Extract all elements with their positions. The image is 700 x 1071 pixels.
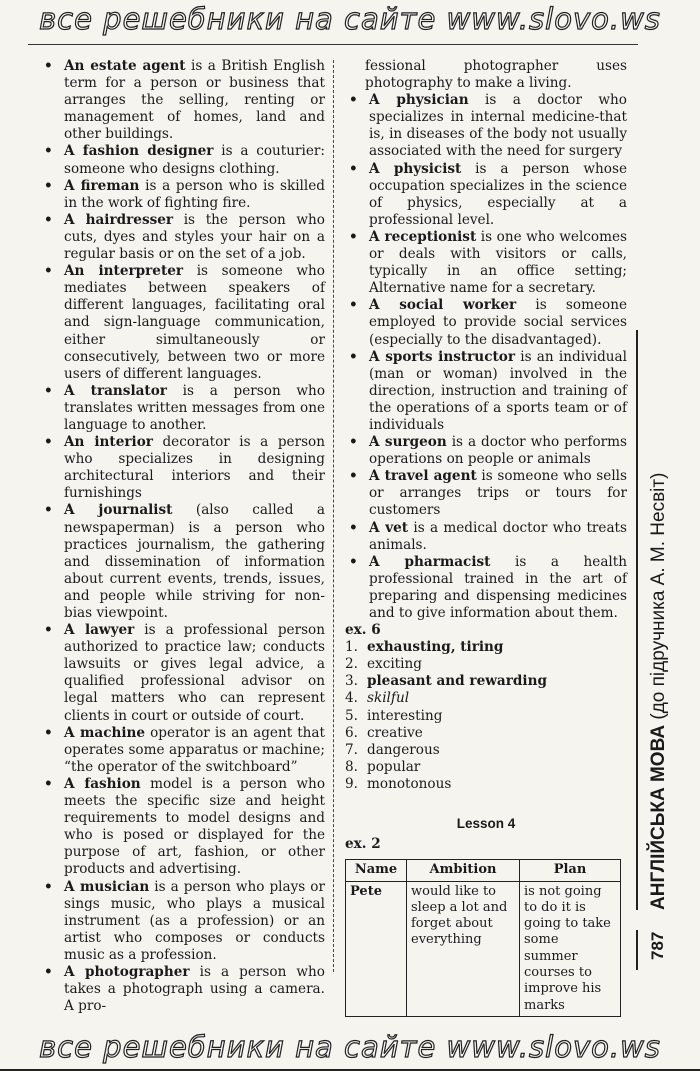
bullet-icon: • [349, 553, 358, 570]
bullet-icon: • [349, 348, 358, 365]
definition-term: A translator [64, 382, 167, 399]
cell-plan: is not going to do it is going to take some summer courses to improve his marks [520, 881, 621, 1016]
definition-term: A hairdresser [64, 211, 174, 228]
definition-entry [40, 143, 325, 177]
definition-term: An interior [64, 434, 153, 451]
definition-text: is a person who is skilled in the work of fighting fire. [64, 177, 325, 211]
header-name: Name [346, 860, 407, 881]
definition-text: is a person who takes a photograph using a camera. A pro- [64, 963, 325, 1015]
definition-text: is a professional person authorized to practice law; conducts lawsuits or gives legal advice, a qualified professional advisor on legal matters who can represent clients in court or outside of court. [64, 622, 325, 724]
bullet-icon: • [44, 775, 53, 792]
definition-term: An estate agent [64, 58, 186, 74]
definition-entry [40, 263, 325, 383]
ambition-plan-table [345, 859, 621, 1017]
bullet-icon: • [44, 622, 53, 639]
item-number: 5. [345, 707, 358, 724]
definition-entry [40, 879, 325, 964]
item-number: 7. [345, 741, 358, 758]
list-item [345, 673, 627, 690]
definition-term: A journalist [64, 502, 173, 519]
definition-term: A surgeon [369, 434, 447, 451]
item-text: skilful [367, 690, 410, 707]
list-item [345, 742, 627, 759]
definition-entry [40, 212, 325, 263]
definition-text: operator is an agent that operates some apparatus or machine; “the operator of the switchboard” [64, 724, 326, 775]
item-text: popular [367, 758, 421, 775]
bullet-icon: • [44, 434, 53, 451]
definition-entry [345, 468, 627, 519]
exercise-6-label: ex. 6 [345, 622, 381, 639]
definition-text: model is a person who meets the specific size and height requirements to model designs and who is posed or displayed for the purpose of art, fashion, or other products and advertising. [64, 775, 325, 878]
definition-entry [345, 520, 627, 554]
definition-term: A machine [64, 724, 146, 741]
definition-text: is an individual (man or woman) involved in the direction, instruction and training of the operations of a sports team or of individuals [369, 348, 627, 433]
item-number: 9. [345, 775, 358, 792]
definition-entry [40, 383, 325, 434]
definition-text: is a doctor who specializes in internal medicine-that is, in diseases of the body not usually associated with the need for surgery [369, 92, 627, 160]
definition-entry [345, 349, 627, 434]
continuation-text: fessional photographer uses photography to make a living. [365, 58, 627, 92]
bullet-icon: • [44, 878, 53, 895]
item-text: monotonous [367, 775, 452, 792]
table-row [346, 881, 621, 1016]
item-text: exciting [367, 656, 422, 673]
definition-term: A lawyer [64, 622, 135, 639]
definition-text: (also called a newspaperman) is a person who practices journalism, the gathering and dissemination of information about current events, trends, issues, and people while striving for non-bias viewpoint. [64, 502, 325, 621]
item-number: 3. [345, 673, 358, 690]
definition-term: A fireman [64, 177, 140, 194]
definition-entry [345, 161, 627, 229]
definition-term: A travel agent [369, 468, 477, 485]
definition-entry [345, 554, 627, 622]
definition-entry [345, 92, 627, 160]
bullet-icon: • [44, 58, 53, 74]
bullet-icon: • [44, 724, 53, 741]
definition-term: An interpreter [64, 263, 184, 280]
definition-text: is someone employed to provide social services (especially to the disadvantaged). [369, 297, 628, 348]
lesson-title: Lesson 4 [456, 816, 516, 832]
definition-text: is the person who cuts, dyes and styles your hair on a regular basis or on the set of a job. [64, 211, 325, 263]
definition-text: is a health professional trained in the art of preparing and dispensing medicines and to give information about them. [369, 553, 627, 621]
bullet-icon: • [349, 92, 358, 109]
column-divider [333, 60, 334, 972]
bullet-icon: • [349, 160, 358, 177]
definition-text: is someone who sells or arranges trips or tours for customers [369, 468, 627, 519]
header-plan: Plan [520, 860, 621, 881]
exercise-6-list [345, 639, 627, 793]
right-entries [345, 92, 627, 622]
list-item [345, 690, 627, 707]
item-number: 6. [345, 724, 358, 741]
cell-name: Pete [346, 881, 407, 1016]
bullet-icon: • [44, 502, 53, 519]
list-item [345, 776, 627, 793]
definition-text: decorator is a person who specializes in designing architectural interiors and their furnishings [64, 434, 325, 502]
bullet-icon: • [349, 434, 358, 451]
book-title-sidebar [636, 330, 672, 910]
definition-entry [40, 964, 325, 1015]
book-title [648, 473, 670, 910]
item-number: 2. [345, 656, 358, 673]
definition-term: A social worker [369, 297, 517, 314]
definition-text: is a couturier: someone who designs clothing. [64, 143, 325, 177]
bullet-icon: • [44, 143, 53, 160]
header-rule [28, 44, 638, 45]
item-number: 4. [345, 690, 358, 707]
book-title-bold: АНГЛІЙСЬКА МОВА [648, 724, 669, 910]
definition-text: is a person who plays or sings music, who plays a musical instrument (as a profession) or an artist who composes or conducts music as a profession. [64, 878, 325, 963]
cell-ambition: would like to sleep a lot and forget about everything [407, 881, 520, 1016]
definition-text: is someone who mediates between speakers of different languages, facilitating oral and sign-language communication, either simultaneously or consecutively, between two or more users of different languages. [64, 263, 325, 382]
item-text: interesting [367, 707, 443, 724]
definition-entry [40, 776, 325, 879]
definition-text: is a doctor who performs operations on people or animals [369, 434, 628, 468]
list-item [345, 708, 627, 725]
definition-term: A fashion designer [64, 143, 214, 160]
bullet-icon: • [44, 177, 53, 194]
right-column [345, 58, 627, 1017]
definition-term: A vet [369, 519, 409, 536]
definition-term: A pharmacist [369, 553, 491, 570]
list-item [345, 639, 627, 656]
definition-term: A sports instructor [369, 348, 515, 365]
bullet-icon: • [44, 211, 53, 228]
bullet-icon: • [349, 228, 358, 245]
bullet-icon: • [44, 263, 53, 280]
definition-term: A fashion [64, 775, 141, 792]
definition-entry [40, 58, 325, 143]
definition-entry [40, 502, 325, 622]
page-number: 787 [648, 931, 667, 960]
definition-term: A musician [64, 878, 150, 895]
item-text: exhausting, tiring [367, 639, 504, 656]
definition-term: A photographer [64, 963, 190, 980]
item-text: dangerous [367, 741, 440, 758]
bullet-icon: • [349, 297, 358, 314]
site-banner-top: все решебники на сайте www.slovo.ws [39, 2, 661, 36]
list-item [345, 656, 627, 673]
definition-entry [40, 434, 325, 502]
page-number-box [636, 930, 672, 970]
definition-entry [40, 178, 325, 212]
definition-term: A physician [369, 92, 469, 109]
list-item [345, 725, 627, 742]
bullet-icon: • [44, 382, 53, 399]
definition-entry [40, 622, 325, 725]
header-ambition: Ambition [407, 860, 520, 881]
definition-text: is a British English term for a person or business that arranges the selling, renting or management of homes, land and other buildings. [64, 58, 325, 143]
item-text: pleasant and rewarding [367, 673, 547, 690]
item-number: 1. [345, 639, 358, 656]
bullet-icon: • [44, 963, 53, 980]
book-title-rest: (до підручника А. М. Несвіт) [648, 472, 669, 725]
definition-term: A receptionist [369, 228, 477, 245]
bullet-icon: • [349, 519, 358, 536]
left-column [40, 58, 325, 1015]
definition-text: is one who welcomes or deals with visitors or calls, typically in an office setting; Alternative name for a secretary. [369, 228, 627, 297]
definition-entry [345, 297, 627, 348]
bullet-icon: • [349, 468, 358, 485]
definition-text: is a person whose occupation specializes in the science of physics, especially at a professional level. [369, 160, 627, 228]
definition-text: is a medical doctor who treats animals. [369, 519, 627, 553]
definition-entry [40, 725, 325, 776]
exercise-2-label: ex. 2 [345, 836, 381, 853]
list-item [345, 759, 627, 776]
item-number: 8. [345, 758, 358, 775]
site-banner-bottom: все решебники на сайте www.slovo.ws [39, 1030, 661, 1064]
definition-entry [345, 434, 627, 468]
definition-term: A physicist [369, 160, 462, 177]
definition-text: is a person who translates written messages from one language to another. [64, 382, 326, 433]
item-text: creative [367, 724, 423, 741]
definition-entry [345, 229, 627, 297]
